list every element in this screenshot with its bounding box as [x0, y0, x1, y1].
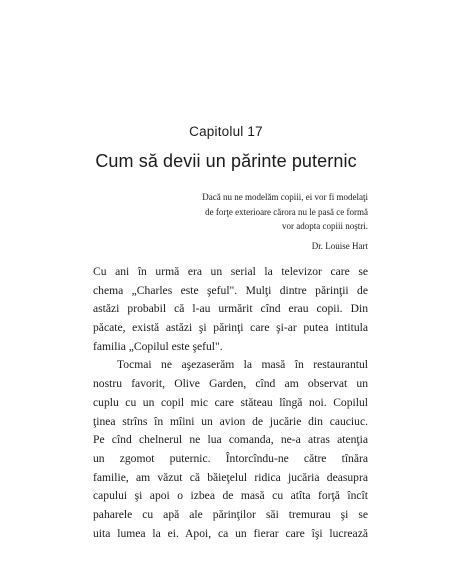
paragraph	[93, 356, 368, 543]
text-line: nostru favorit, Olive Garden, cînd am observat un	[93, 377, 368, 391]
chapter-label: Capitolul 17	[189, 124, 263, 139]
paragraph	[93, 263, 368, 356]
epigraph-line: de forţe exterioare cărora nu le pasă ce formă	[205, 206, 368, 217]
text-line: cuplu cu un copil mic care stăteau lîngă noi. Copilul	[93, 395, 368, 409]
text-line: familie, am văzut că băieţelul ridica jucăria deasupra	[93, 470, 368, 484]
text-line: Cu ani în urmă era un serial la televizor care se	[93, 265, 368, 278]
text-line: Tocmai ne aşezaserăm la masă în restaurantul	[117, 358, 368, 372]
text-line: astăzi probabil că l-au urmărit cînd erau copii. Din	[93, 302, 368, 316]
epigraph-line: Dacă nu ne modelăm copiii, ei vor fi modelaţi	[202, 192, 368, 202]
text-line: capului şi apoi o izbea de masă cu atîta forţă încît	[93, 489, 368, 503]
text-line: paharele cu apă ale părinţilor săi tremurau şi se	[93, 507, 368, 521]
text-line: un zgomot puternic. Întorcîndu-ne către tînăra	[93, 451, 368, 465]
text-line: uita lumea la ei. Apoi, ca un fierar care îşi lucrează	[93, 526, 368, 540]
text-line: ţinea strîns în mîini un avion de jucărie din cauciuc.	[93, 414, 368, 428]
epigraph	[167, 190, 368, 253]
text-line: păcate, există astăzi şi părinţi care şi-ar putea intitula	[93, 321, 368, 335]
chapter-title: Cum să devii un părinte puternic	[95, 151, 357, 171]
text-line: Pe cînd chelnerul ne lua comanda, ne-a atras atenţia	[93, 433, 368, 447]
epigraph-line: vor adopta copiii noştri.	[282, 221, 368, 231]
epigraph-author: Dr. Louise Hart	[311, 240, 368, 251]
body-text	[93, 263, 368, 543]
text-line: familia „Copilul este şeful".	[93, 339, 223, 353]
text-line: chema „Charles este şeful". Mulţi dintre părinţii de	[93, 283, 368, 297]
